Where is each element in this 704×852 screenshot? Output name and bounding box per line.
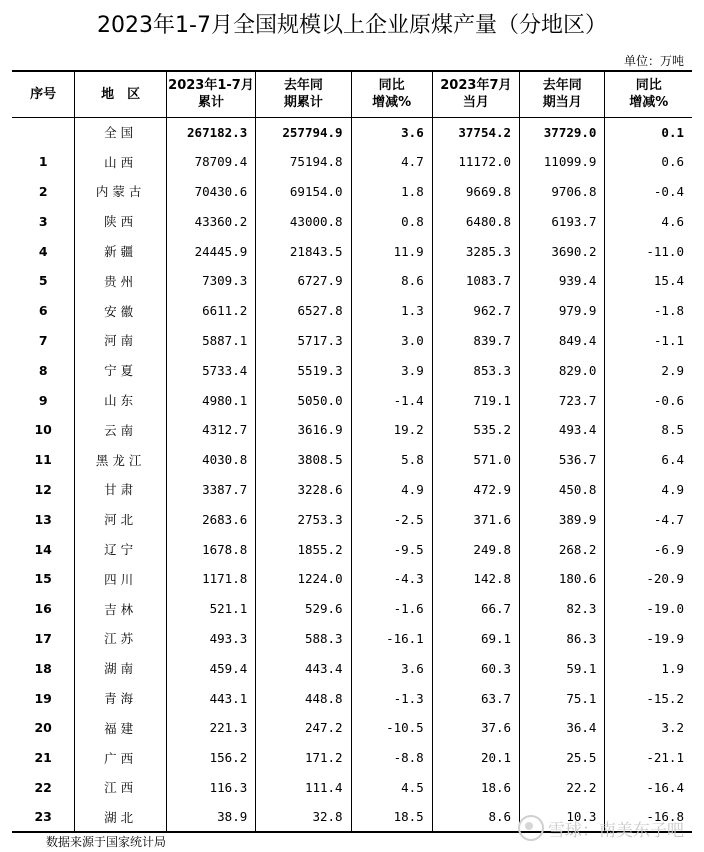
cell-ytd: 24445.9 xyxy=(166,236,255,266)
cell-ytd-yoy: 4.7 xyxy=(351,147,432,177)
cell-month-ly: 536.7 xyxy=(520,445,605,475)
cell-ytd: 4312.7 xyxy=(166,415,255,445)
cell-month-ly: 37729.0 xyxy=(520,117,605,147)
cell-idx: 2 xyxy=(38,183,48,199)
cell-month-ly: 723.7 xyxy=(520,385,605,415)
column-header-line: 增减% xyxy=(372,95,412,111)
cell-idx: 8 xyxy=(38,362,48,378)
cell-ytd-ly: 3808.5 xyxy=(256,445,351,475)
cell-month-yoy: -0.6 xyxy=(605,385,692,415)
column-header xyxy=(166,71,255,117)
cell-ytd-yoy: -4.3 xyxy=(351,564,432,594)
cell-month-yoy: -19.0 xyxy=(605,594,692,624)
table-row xyxy=(12,683,692,713)
cell-ytd-yoy: 3.6 xyxy=(351,117,432,147)
table-row xyxy=(12,743,692,773)
cell-ytd: 1171.8 xyxy=(166,564,255,594)
cell-region: 辽宁 xyxy=(75,534,166,564)
cell-month-yoy: 1.9 xyxy=(605,653,692,683)
cell-idx: 7 xyxy=(38,332,48,348)
cell-ytd-ly: 448.8 xyxy=(256,683,351,713)
cell-month: 142.8 xyxy=(432,564,519,594)
cell-month-yoy: 8.5 xyxy=(605,415,692,445)
cell-month-ly: 82.3 xyxy=(520,594,605,624)
column-header xyxy=(605,71,692,117)
cell-ytd-ly: 3616.9 xyxy=(256,415,351,445)
cell-month: 37754.2 xyxy=(432,117,519,147)
cell-month-yoy: -16.4 xyxy=(605,773,692,803)
cell-month-yoy: -0.4 xyxy=(605,177,692,207)
cell-month: 3285.3 xyxy=(432,236,519,266)
cell-region: 河北 xyxy=(75,504,166,534)
cell-month: 962.7 xyxy=(432,296,519,326)
cell-region: 湖北 xyxy=(75,802,166,832)
cell-ytd: 459.4 xyxy=(166,653,255,683)
cell-ytd: 78709.4 xyxy=(166,147,255,177)
cell-month-ly: 86.3 xyxy=(520,624,605,654)
column-header-line: 2023年1-7月 xyxy=(168,78,254,94)
cell-month-ly: 6193.7 xyxy=(520,206,605,236)
column-header xyxy=(351,71,432,117)
cell-ytd-ly: 3228.6 xyxy=(256,475,351,505)
cell-ytd-ly: 257794.9 xyxy=(256,117,351,147)
cell-ytd-ly: 32.8 xyxy=(256,802,351,832)
table-row xyxy=(12,594,692,624)
unit-label: 单位：万吨 xyxy=(623,54,684,68)
table-row xyxy=(12,504,692,534)
column-header xyxy=(75,71,166,117)
cell-month-ly: 22.2 xyxy=(520,773,605,803)
cell-ytd: 38.9 xyxy=(166,802,255,832)
cell-month-ly: 11099.9 xyxy=(520,147,605,177)
cell-month-ly: 9706.8 xyxy=(520,177,605,207)
cell-ytd-yoy: 0.8 xyxy=(351,206,432,236)
cell-region: 吉林 xyxy=(75,594,166,624)
table-row xyxy=(12,236,692,266)
column-header xyxy=(520,71,605,117)
cell-ytd: 521.1 xyxy=(166,594,255,624)
cell-ytd-yoy: -9.5 xyxy=(351,534,432,564)
column-header-line: 期累计 xyxy=(283,95,323,111)
cell-month: 839.7 xyxy=(432,326,519,356)
cell-region: 湖南 xyxy=(75,653,166,683)
cell-ytd-ly: 247.2 xyxy=(256,713,351,743)
cell-ytd: 4030.8 xyxy=(166,445,255,475)
cell-month-ly: 10.3 xyxy=(520,802,605,832)
table-row xyxy=(12,385,692,415)
cell-region: 全国 xyxy=(75,117,166,147)
cell-ytd-ly: 588.3 xyxy=(256,624,351,654)
cell-ytd-ly: 529.6 xyxy=(256,594,351,624)
cell-ytd: 493.3 xyxy=(166,624,255,654)
cell-ytd: 4980.1 xyxy=(166,385,255,415)
cell-month: 9669.8 xyxy=(432,177,519,207)
cell-month: 6480.8 xyxy=(432,206,519,236)
cell-month: 18.6 xyxy=(432,773,519,803)
table-row xyxy=(12,415,692,445)
cell-ytd-yoy: -10.5 xyxy=(351,713,432,743)
cell-region: 山东 xyxy=(75,385,166,415)
cell-idx: 15 xyxy=(34,571,52,587)
table-row xyxy=(12,177,692,207)
column-header-line: 同比 xyxy=(635,78,662,94)
cell-ytd-yoy: 3.9 xyxy=(351,355,432,385)
cell-idx: 12 xyxy=(34,481,52,497)
cell-ytd-ly: 5050.0 xyxy=(256,385,351,415)
cell-ytd-yoy: 8.6 xyxy=(351,266,432,296)
cell-month: 853.3 xyxy=(432,355,519,385)
cell-idx: 3 xyxy=(38,213,48,229)
cell-region: 云南 xyxy=(75,415,166,445)
cell-ytd: 70430.6 xyxy=(166,177,255,207)
header-row xyxy=(12,71,692,117)
column-header-line: 2023年7月 xyxy=(440,78,512,94)
cell-month-yoy: -1.1 xyxy=(605,326,692,356)
cell-month: 8.6 xyxy=(432,802,519,832)
table-row xyxy=(12,564,692,594)
table-row xyxy=(12,534,692,564)
cell-ytd-ly: 21843.5 xyxy=(256,236,351,266)
cell-ytd-ly: 111.4 xyxy=(256,773,351,803)
cell-ytd: 1678.8 xyxy=(166,534,255,564)
cell-idx: 19 xyxy=(34,690,52,706)
cell-month-yoy: -6.9 xyxy=(605,534,692,564)
cell-ytd: 156.2 xyxy=(166,743,255,773)
cell-ytd-ly: 69154.0 xyxy=(256,177,351,207)
cell-idx: 23 xyxy=(12,802,75,832)
cell-ytd-yoy: -2.5 xyxy=(351,504,432,534)
cell-ytd-yoy: 19.2 xyxy=(351,415,432,445)
column-header xyxy=(432,71,519,117)
cell-ytd-yoy: -8.8 xyxy=(351,743,432,773)
cell-region: 安徽 xyxy=(75,296,166,326)
cell-region: 陕西 xyxy=(75,206,166,236)
cell-month: 60.3 xyxy=(432,653,519,683)
cell-idx: 9 xyxy=(38,392,48,408)
cell-ytd: 443.1 xyxy=(166,683,255,713)
cell-month-ly: 450.8 xyxy=(520,475,605,505)
table-row xyxy=(12,773,692,803)
cell-idx: 5 xyxy=(38,273,48,289)
cell-ytd-ly: 75194.8 xyxy=(256,147,351,177)
table-row xyxy=(12,206,692,236)
cell-region: 江苏 xyxy=(75,624,166,654)
column-header xyxy=(256,71,351,117)
cell-idx: 22 xyxy=(34,779,52,795)
cell-ytd-yoy: 3.6 xyxy=(351,653,432,683)
table-row xyxy=(12,296,692,326)
cell-idx: 10 xyxy=(34,422,52,438)
cell-month-ly: 3690.2 xyxy=(520,236,605,266)
cell-month-yoy: 15.4 xyxy=(605,266,692,296)
cell-month-yoy: 0.1 xyxy=(605,117,692,147)
column-header-line: 地 区 xyxy=(101,86,141,102)
cell-month-yoy: -15.2 xyxy=(605,683,692,713)
cell-ytd-ly: 5519.3 xyxy=(256,355,351,385)
cell-idx: 20 xyxy=(34,720,52,736)
cell-month-ly: 268.2 xyxy=(520,534,605,564)
cell-region: 四川 xyxy=(75,564,166,594)
cell-ytd-ly: 6727.9 xyxy=(256,266,351,296)
cell-region: 青海 xyxy=(75,683,166,713)
cell-ytd-yoy: -16.1 xyxy=(351,624,432,654)
cell-month-ly: 25.5 xyxy=(520,743,605,773)
cell-month-yoy: -20.9 xyxy=(605,564,692,594)
cell-ytd-ly: 5717.3 xyxy=(256,326,351,356)
cell-month-ly: 979.9 xyxy=(520,296,605,326)
cell-month-ly: 939.4 xyxy=(520,266,605,296)
cell-ytd-yoy: -1.3 xyxy=(351,683,432,713)
cell-ytd-yoy: -1.4 xyxy=(351,385,432,415)
cell-region: 山西 xyxy=(75,147,166,177)
cell-idx: 17 xyxy=(34,630,52,646)
cell-region: 广西 xyxy=(75,743,166,773)
cell-ytd-yoy: -1.6 xyxy=(351,594,432,624)
cell-idx: 6 xyxy=(38,303,48,319)
column-header xyxy=(12,71,75,117)
cell-ytd-ly: 2753.3 xyxy=(256,504,351,534)
cell-month: 472.9 xyxy=(432,475,519,505)
cell-month-yoy: 2.9 xyxy=(605,355,692,385)
cell-ytd: 7309.3 xyxy=(166,266,255,296)
cell-region: 内蒙古 xyxy=(75,177,166,207)
table-row xyxy=(12,475,692,505)
cell-idx xyxy=(12,117,75,147)
cell-month-yoy: -11.0 xyxy=(605,236,692,266)
cell-month-yoy: 3.2 xyxy=(605,713,692,743)
cell-month-yoy: -1.8 xyxy=(605,296,692,326)
cell-ytd-yoy: 5.8 xyxy=(351,445,432,475)
cell-month: 719.1 xyxy=(432,385,519,415)
table-body xyxy=(12,117,692,832)
table-row xyxy=(12,147,692,177)
data-source-note: 数据来源于国家统计局 xyxy=(46,835,167,849)
cell-month-yoy: 4.9 xyxy=(605,475,692,505)
table-row xyxy=(12,326,692,356)
cell-ytd: 43360.2 xyxy=(166,206,255,236)
table-row xyxy=(12,117,692,147)
cell-month-ly: 59.1 xyxy=(520,653,605,683)
table-row xyxy=(12,266,692,296)
cell-month-ly: 493.4 xyxy=(520,415,605,445)
cell-month-ly: 75.1 xyxy=(520,683,605,713)
cell-month-ly: 36.4 xyxy=(520,713,605,743)
cell-ytd: 3387.7 xyxy=(166,475,255,505)
cell-ytd-ly: 1855.2 xyxy=(256,534,351,564)
cell-idx: 18 xyxy=(34,660,52,676)
table-header xyxy=(12,71,692,117)
cell-month: 66.7 xyxy=(432,594,519,624)
column-header-line: 增减% xyxy=(629,95,669,111)
cell-month-ly: 849.4 xyxy=(520,326,605,356)
cell-ytd-yoy: 4.9 xyxy=(351,475,432,505)
watermark-text: 雪球：南美东子吧 xyxy=(548,820,684,841)
cell-ytd: 6611.2 xyxy=(166,296,255,326)
cell-region: 黑龙江 xyxy=(75,445,166,475)
cell-month-ly: 389.9 xyxy=(520,504,605,534)
column-header-line: 期当月 xyxy=(542,95,582,111)
cell-idx: 11 xyxy=(34,452,52,468)
table-row xyxy=(12,653,692,683)
cell-ytd-ly: 443.4 xyxy=(256,653,351,683)
cell-region: 福建 xyxy=(75,713,166,743)
cell-idx: 16 xyxy=(34,601,52,617)
cell-idx: 13 xyxy=(34,511,52,527)
cell-month-yoy: 0.6 xyxy=(605,147,692,177)
cell-ytd-ly: 171.2 xyxy=(256,743,351,773)
snowball-logo-icon xyxy=(518,815,544,841)
cell-month: 535.2 xyxy=(432,415,519,445)
cell-ytd-ly: 43000.8 xyxy=(256,206,351,236)
cell-region: 河南 xyxy=(75,326,166,356)
cell-idx: 21 xyxy=(34,750,52,766)
cell-ytd: 221.3 xyxy=(166,713,255,743)
cell-month-yoy: -19.9 xyxy=(605,624,692,654)
cell-month-yoy: -4.7 xyxy=(605,504,692,534)
cell-region: 贵州 xyxy=(75,266,166,296)
cell-ytd-yoy: 1.8 xyxy=(351,177,432,207)
coal-production-table xyxy=(12,70,692,833)
cell-idx: 1 xyxy=(38,154,48,170)
cell-ytd-ly: 1224.0 xyxy=(256,564,351,594)
cell-region: 新疆 xyxy=(75,236,166,266)
cell-ytd: 267182.3 xyxy=(166,117,255,147)
cell-region: 江西 xyxy=(75,773,166,803)
cell-region: 宁夏 xyxy=(75,355,166,385)
cell-month: 63.7 xyxy=(432,683,519,713)
table-row xyxy=(12,624,692,654)
cell-month-yoy: 6.4 xyxy=(605,445,692,475)
column-header-line: 去年同 xyxy=(283,78,323,94)
page-title: 2023年1-7月全国规模以上企业原煤产量（分地区） xyxy=(97,13,607,38)
table-row xyxy=(12,713,692,743)
cell-ytd-ly: 6527.8 xyxy=(256,296,351,326)
table-row xyxy=(12,445,692,475)
cell-ytd: 5887.1 xyxy=(166,326,255,356)
cell-month: 69.1 xyxy=(432,624,519,654)
cell-month-yoy: -16.8 xyxy=(605,802,692,832)
cell-month-ly: 180.6 xyxy=(520,564,605,594)
cell-idx: 4 xyxy=(38,243,48,259)
cell-ytd: 5733.4 xyxy=(166,355,255,385)
cell-month: 571.0 xyxy=(432,445,519,475)
cell-ytd: 116.3 xyxy=(166,773,255,803)
cell-ytd-yoy: 3.0 xyxy=(351,326,432,356)
cell-month: 1083.7 xyxy=(432,266,519,296)
cell-month-ly: 829.0 xyxy=(520,355,605,385)
cell-month: 20.1 xyxy=(432,743,519,773)
cell-month: 371.6 xyxy=(432,504,519,534)
column-header-line: 当月 xyxy=(462,95,489,111)
column-header-line: 累计 xyxy=(198,95,225,111)
cell-ytd-yoy: 1.3 xyxy=(351,296,432,326)
cell-month: 249.8 xyxy=(432,534,519,564)
cell-ytd-yoy: 18.5 xyxy=(351,802,432,832)
cell-ytd-yoy: 11.9 xyxy=(351,236,432,266)
watermark xyxy=(518,815,684,841)
cell-idx: 14 xyxy=(34,541,52,557)
cell-month: 11172.0 xyxy=(432,147,519,177)
cell-region: 甘肃 xyxy=(75,475,166,505)
cell-month: 37.6 xyxy=(432,713,519,743)
cell-month-yoy: 4.6 xyxy=(605,206,692,236)
column-header-line: 去年同 xyxy=(542,78,582,94)
cell-ytd-yoy: 4.5 xyxy=(351,773,432,803)
cell-ytd: 2683.6 xyxy=(166,504,255,534)
column-header-line: 同比 xyxy=(378,78,405,94)
table-row xyxy=(12,355,692,385)
column-header-line: 序号 xyxy=(30,86,57,102)
cell-month-yoy: -21.1 xyxy=(605,743,692,773)
